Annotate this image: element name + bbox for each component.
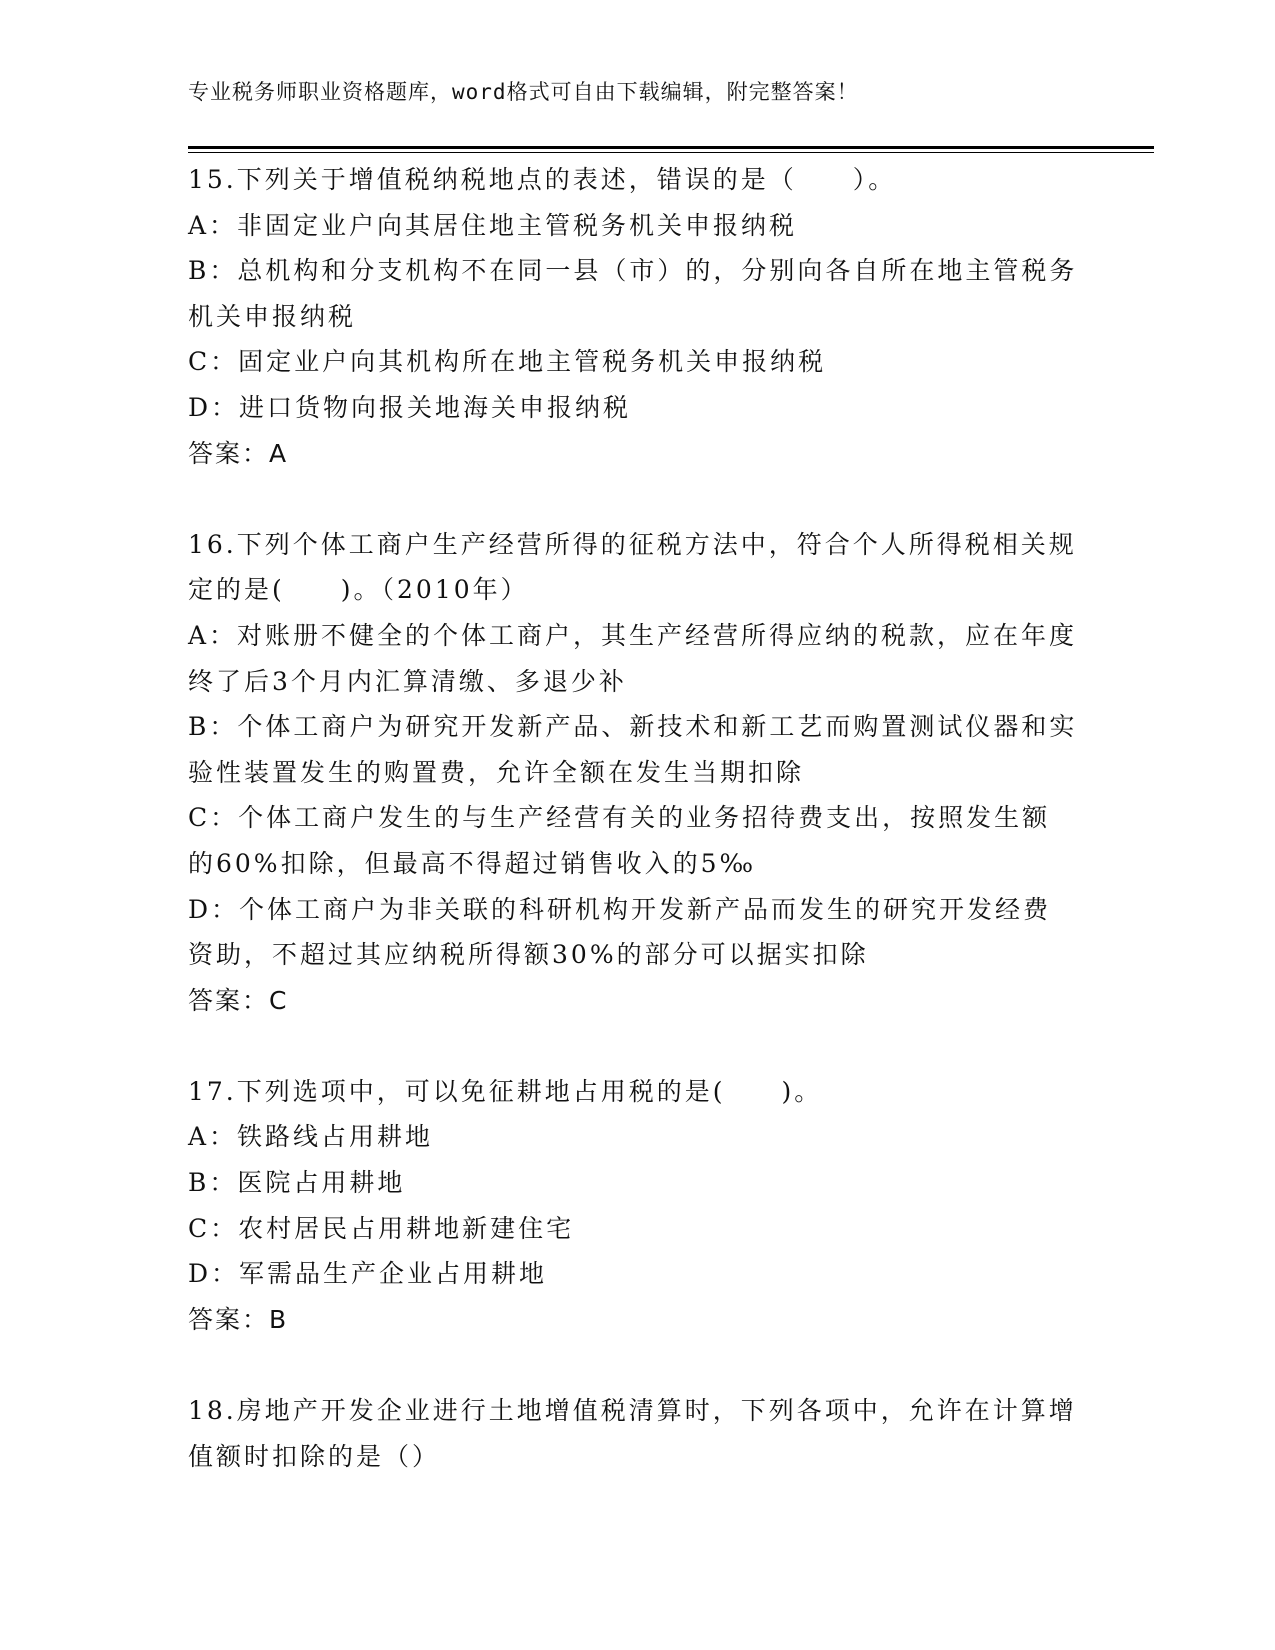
- option-b: B：医院占用耕地: [188, 1168, 406, 1198]
- option-b: B：个体工商户为研究开发新产品、新技术和新工艺而购置测试仪器和实验性装置发生的购置费，允许全额在发生当期扣除: [188, 712, 1078, 787]
- header-divider-thick: [188, 146, 1154, 149]
- question-stem: 17.下列选项中，可以免征耕地占用税的是( )。: [188, 1076, 823, 1106]
- option-a: A：铁路线占用耕地: [188, 1122, 434, 1152]
- question-stem: 15.下列关于增值税纳税地点的表述，错误的是（ ）。: [188, 165, 897, 194]
- answer-value: A: [269, 438, 289, 468]
- question-18: [188, 1388, 1078, 1479]
- question-stem: 18.房地产开发企业进行土地增值税清算时，下列各项中，允许在计算增值额时扣除的是（）: [188, 1396, 1077, 1471]
- question-stem: 16.下列个体工商户生产经营所得的征税方法中，符合个人所得税相关规定的是( )。（2010年）: [188, 529, 1077, 605]
- answer-line: [188, 1297, 1078, 1343]
- question-15: [188, 157, 1078, 476]
- page-header-banner: 专业税务师职业资格题库，word格式可自由下载编辑，附完整答案！: [188, 80, 859, 104]
- question-list: [188, 157, 1078, 1525]
- option-c: C：固定业户向其机构所在地主管税务机关申报纳税: [188, 347, 827, 377]
- question-17: [188, 1069, 1078, 1343]
- answer-line: [188, 431, 1078, 477]
- header-divider-thin: [188, 152, 1154, 153]
- option-a: A：非固定业户向其居住地主管税务机关申报纳税: [188, 210, 798, 240]
- answer-line: [188, 978, 1078, 1024]
- option-d: D：进口货物向报关地海关申报纳税: [188, 392, 632, 422]
- option-d: D：个体工商户为非关联的科研机构开发新产品而发生的研究开发经费资助，不超过其应纳税所得额30%的部分可以据实扣除: [188, 894, 1052, 970]
- answer-label: 答案：: [188, 1304, 270, 1334]
- question-16: [188, 522, 1078, 1024]
- answer-label: 答案：: [188, 985, 270, 1015]
- answer-value: C: [269, 985, 289, 1015]
- option-c: C：个体工商户发生的与生产经营有关的业务招待费支出，按照发生额的60%扣除，但最高不得超过销售收入的5‰: [188, 803, 1051, 878]
- answer-value: B: [269, 1304, 289, 1334]
- option-b: B：总机构和分支机构不在同一县（市）的，分别向各自所在地主管税务机关申报纳税: [188, 256, 1078, 331]
- option-d: D：军需品生产企业占用耕地: [188, 1259, 548, 1289]
- option-c: C：农村居民占用耕地新建住宅: [188, 1213, 575, 1243]
- answer-label: 答案：: [188, 438, 270, 468]
- option-a: A：对账册不健全的个体工商户，其生产经营所得应纳的税款，应在年度终了后3个月内汇算清缴、多退少补: [188, 620, 1078, 696]
